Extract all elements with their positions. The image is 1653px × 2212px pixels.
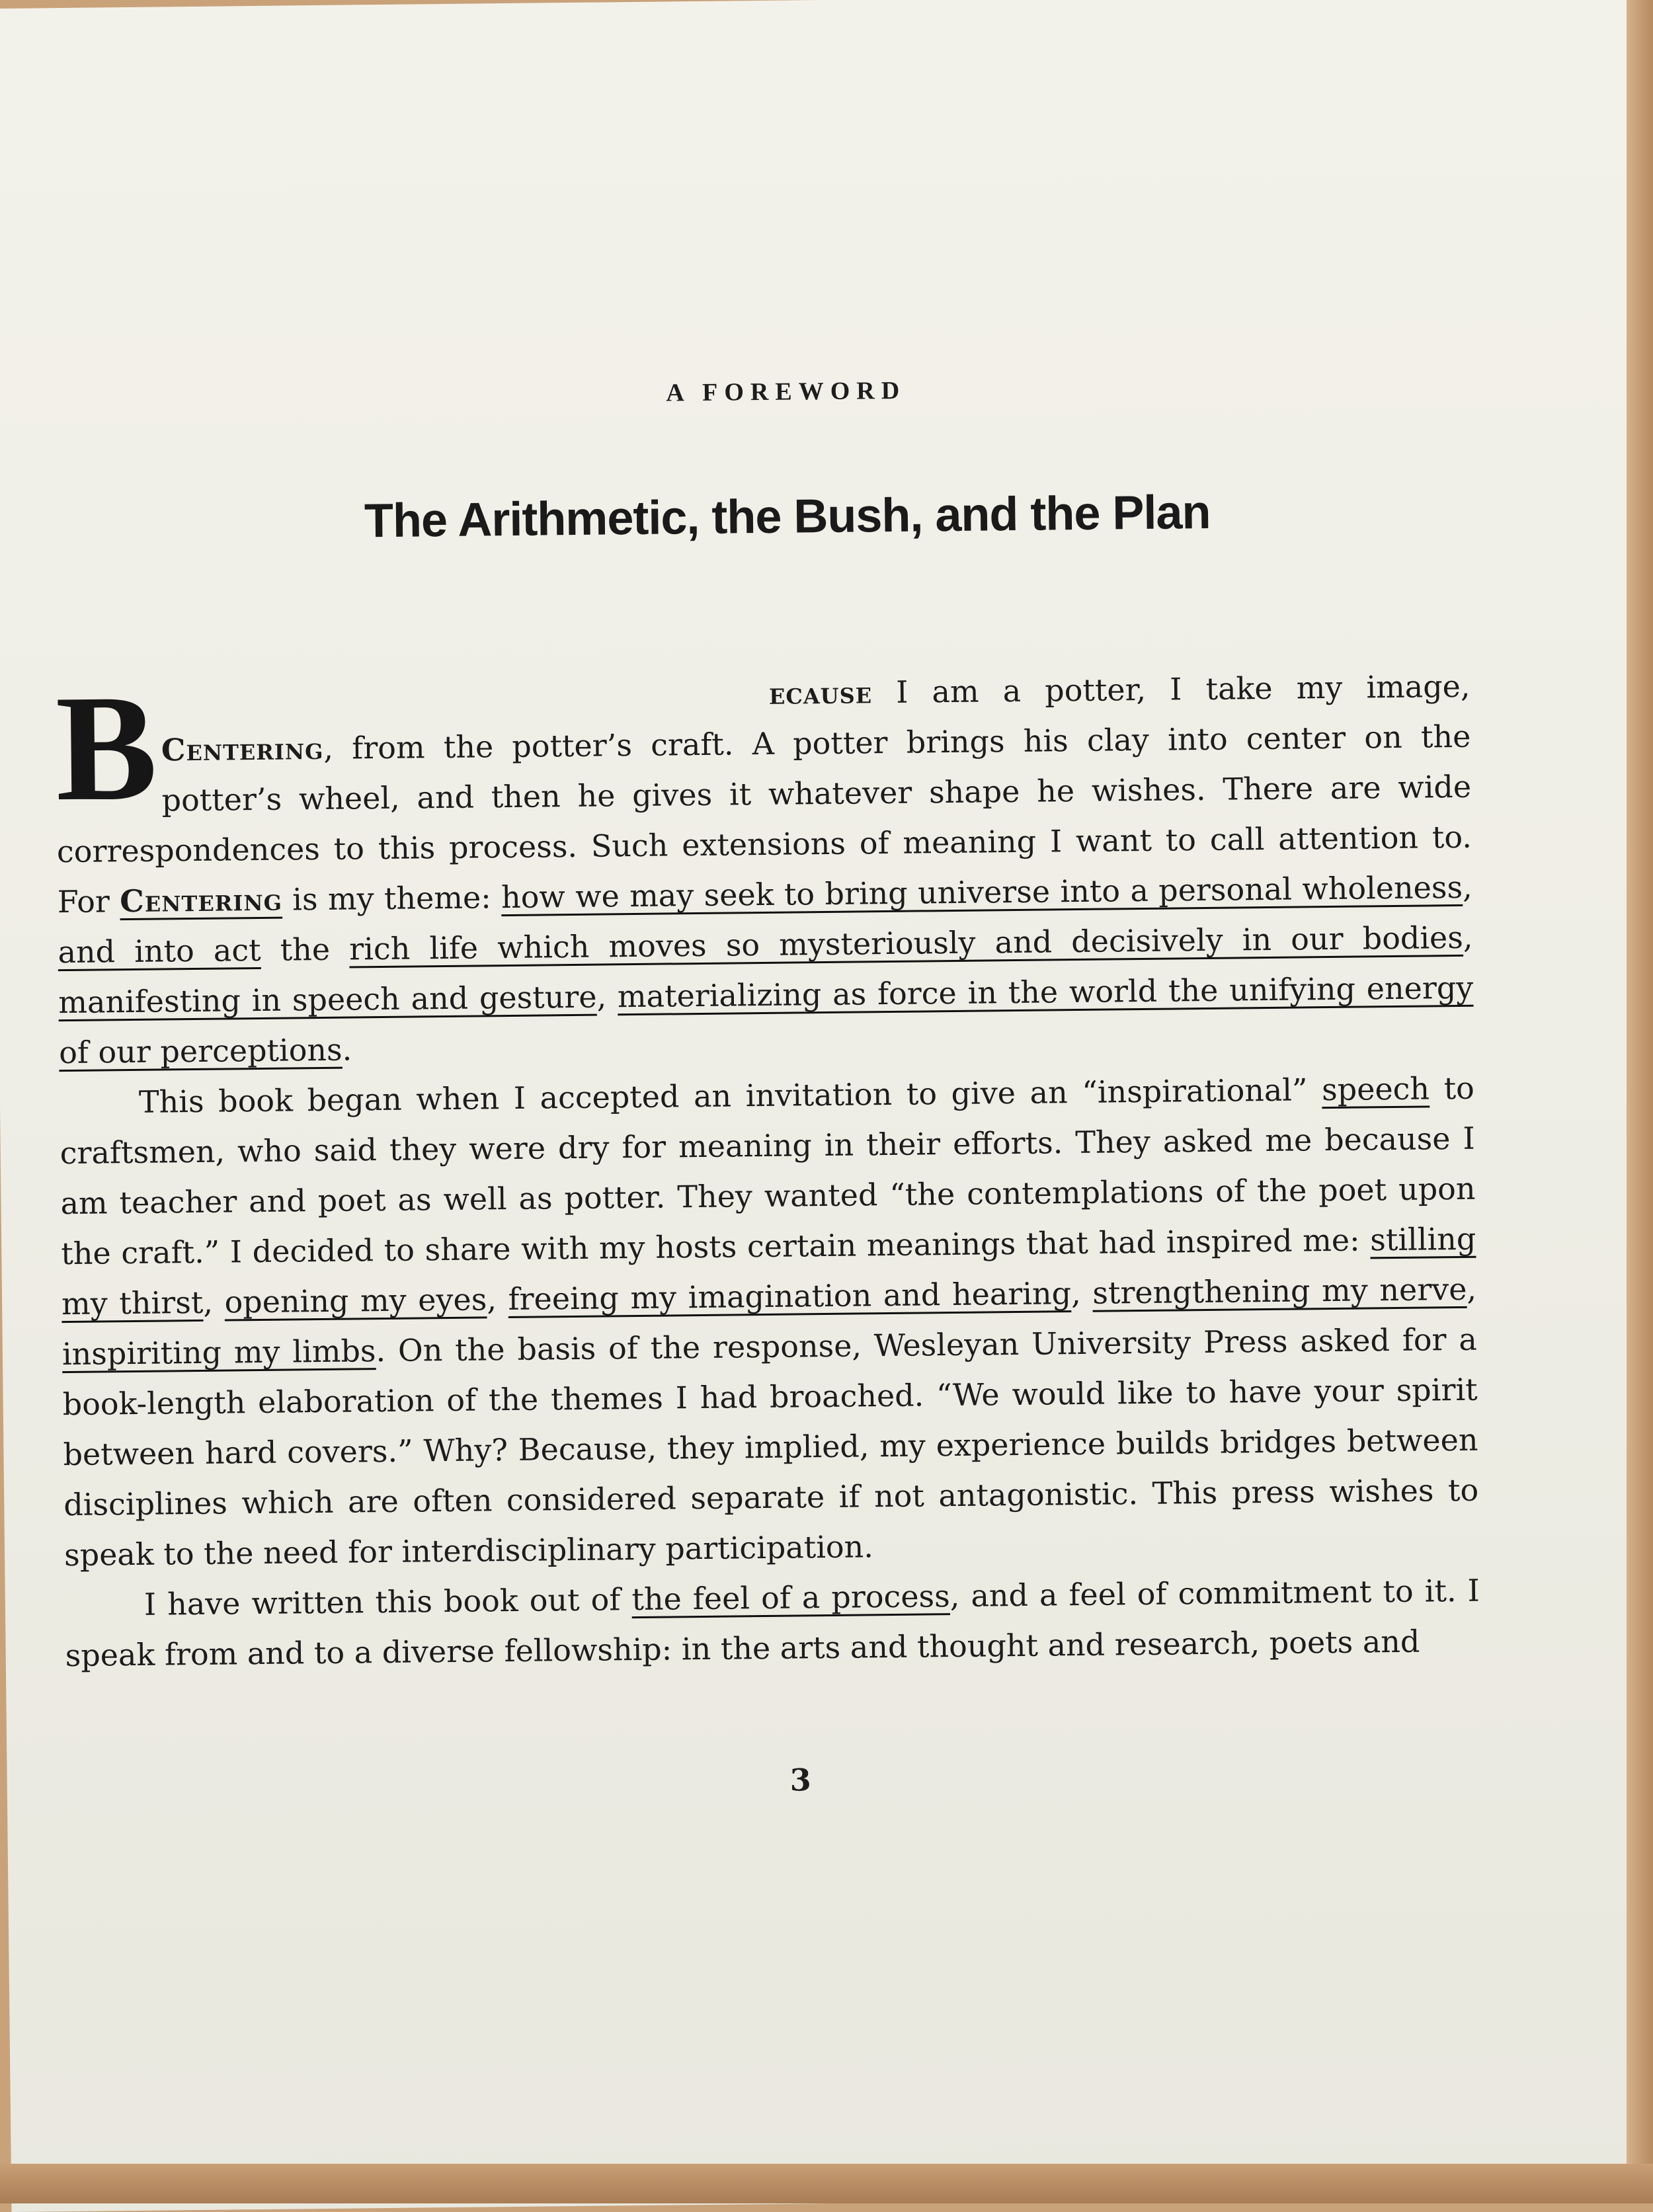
text-run: to craftsmen, who said they were dry for meaning in their efforts. They asked me because I am teacher and poet as well as potter. They wanted “the contemplations of the poet upon the craft.” I decided to share with my hosts certain meanings that had inspired me: — [60, 1070, 1475, 1271]
text-run: , from the potter’s craft. A potter brings his clay into center on the potter’s wheel, and then he gives it whatever shape he wishes. There are wide correspondences to this process. Such extensions of meaning I want to call attention to. For — [57, 719, 1472, 920]
underlined-phrase: inspiriting my limbs — [62, 1333, 376, 1372]
underlined-phrase: manifesting in speech and gesture — [58, 979, 597, 1021]
text-run: . — [342, 1032, 352, 1068]
text-run: , — [1463, 920, 1473, 955]
opening-small-caps: ecause — [769, 674, 873, 711]
text-run: , — [1467, 1271, 1476, 1307]
centering-term: Centering — [161, 731, 324, 768]
text-run: , and a feel of commitment to it. I speak from and to a diverse fellowship: in the arts and thought and research, poets and — [65, 1573, 1480, 1673]
text-run: is my theme: — [282, 879, 502, 917]
text-run: , — [1463, 869, 1472, 905]
body-text — [55, 661, 1480, 1680]
section-kicker: A FOREWORD — [0, 369, 1580, 415]
text-run: . On the basis of the response, Wesleyan University Press asked for a book-length elaboration of the themes I had broached. “We would like to have your spirit between hard covers.” Why? Because, they implied, my experience builds bridges between disciplines which are often considered separate if not antagonistic. This press wishes to speak to the need for interdisciplinary participation. — [62, 1322, 1478, 1573]
paragraph-2 — [60, 1063, 1480, 1580]
text-run: This book began when I accepted an invitation to give an “inspirational” — [139, 1072, 1322, 1120]
centering-term-underlined: Centering — [120, 882, 282, 920]
underlined-phrase: the feel of a process — [631, 1578, 950, 1617]
table-surface-bottom — [0, 2164, 1653, 2203]
underlined-phrase: speech — [1322, 1070, 1430, 1107]
text-run: I have written this book out of — [144, 1581, 632, 1622]
table-surface-right — [1627, 0, 1653, 2203]
text-run: , — [596, 978, 618, 1014]
underlined-phrase: how we may seek to bring universe into a personal wholeness — [501, 869, 1463, 915]
text-run: the — [261, 931, 349, 968]
first-line-spacer — [161, 704, 769, 711]
underlined-phrase: opening my eyes — [224, 1281, 487, 1320]
text-run: I am a potter, I take my image, — [872, 668, 1471, 710]
underlined-phrase: strengthening my nerve — [1092, 1271, 1467, 1311]
page-number: 3 — [7, 1754, 1594, 1806]
paragraph-1 — [55, 661, 1474, 1078]
text-run: , — [203, 1284, 225, 1320]
text-run: , — [1071, 1275, 1093, 1311]
underlined-phrase: rich life which moves so mysteriously and decisively in our bodies — [349, 920, 1463, 967]
drop-cap: B — [55, 682, 157, 802]
underlined-phrase: freeing my imagination and hearing — [508, 1275, 1071, 1317]
underlined-phrase: stilling my thirst — [61, 1221, 1476, 1322]
underlined-phrase: materializing as force in the world the unifying energy of our perceptions — [59, 970, 1474, 1070]
chapter-title: The Arithmetic, the Bush, and the Plan — [0, 481, 1581, 552]
paragraph-3 — [65, 1565, 1480, 1680]
text-run: , — [487, 1281, 508, 1317]
underlined-phrase: and into act — [58, 932, 261, 970]
